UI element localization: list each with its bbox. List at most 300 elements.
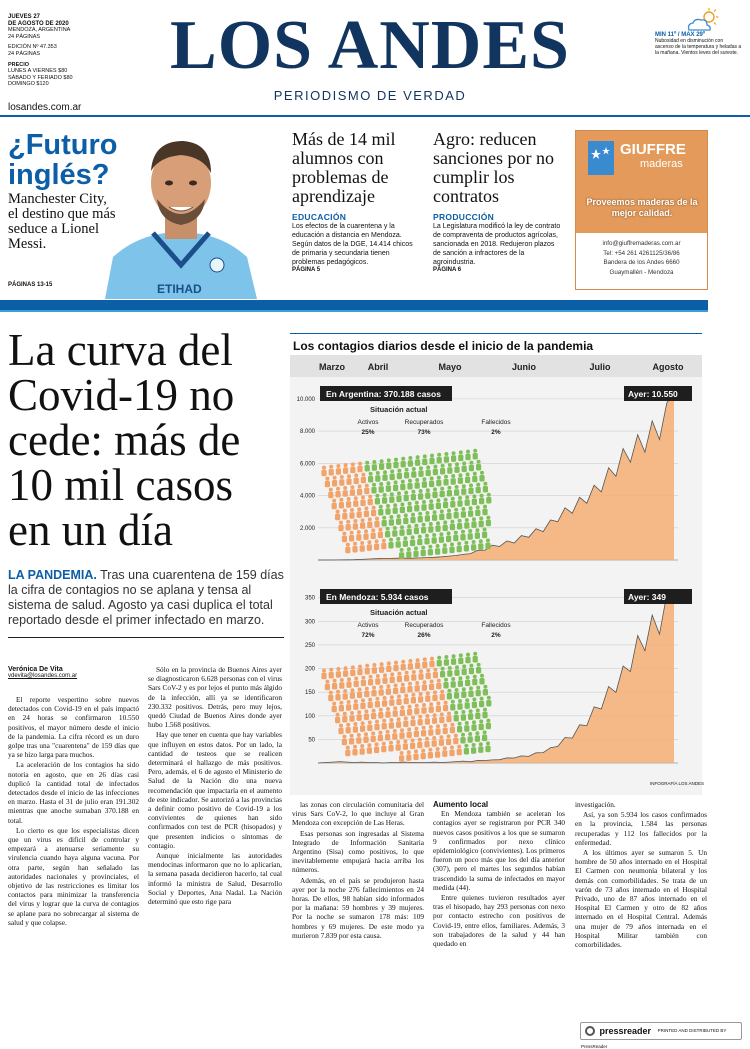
- person-body: [454, 669, 459, 676]
- person-head: [350, 531, 354, 535]
- person-body: [443, 525, 448, 532]
- person-body: [440, 491, 445, 498]
- person-head: [472, 517, 476, 521]
- person-head: [444, 452, 448, 456]
- person-head: [344, 463, 348, 467]
- person-head: [464, 541, 468, 545]
- section-rule: [0, 300, 708, 310]
- person-head: [365, 461, 369, 465]
- price-label: PRECIO: [8, 61, 30, 68]
- person-head: [389, 741, 393, 745]
- section-rule-light: [0, 310, 708, 312]
- person-head: [379, 708, 383, 712]
- education-page: PÁGINA 5: [292, 267, 321, 273]
- person-head: [394, 661, 398, 665]
- person-body: [478, 543, 483, 550]
- person-head: [414, 546, 418, 550]
- person-head: [422, 703, 426, 707]
- paragraph: A los últimos ayer se sumaron 5. Un hombre de 50 años internado en el Hospital El Carmen con neumonía bilateral y los demás con comorbilidades. Se trata de un varón de 73 años internado en el Hospital Privado, uno de 87 años internado en el Hospital El Carmen y otro de 82 años internado en el Hospital Central. Además una mujer de 79 años internada en el Hospital Militar también con comorbilidades.: [575, 848, 707, 950]
- person-body: [458, 680, 463, 687]
- main-headline[interactable]: La curva del Covid-19 no cede: más de 10 mil casos en un día: [8, 325, 241, 555]
- person-head: [375, 742, 379, 746]
- person-body: [461, 714, 466, 721]
- person-body: [421, 550, 426, 557]
- person-head: [394, 458, 398, 462]
- person-head: [472, 697, 476, 701]
- y-tick-label: 100: [304, 713, 315, 720]
- person-head: [383, 696, 387, 700]
- person-head: [473, 449, 477, 453]
- person-body: [354, 681, 359, 688]
- person-head: [475, 528, 479, 532]
- person-head: [401, 457, 405, 461]
- person-body: [339, 682, 344, 689]
- category-percent: 26%: [417, 632, 431, 639]
- person-head: [367, 743, 371, 747]
- person-body: [392, 733, 397, 740]
- person-head: [451, 497, 455, 501]
- education-headline[interactable]: Más de 14 mil alumnos con problemas de aprendizaje: [292, 129, 396, 206]
- person-head: [466, 675, 470, 679]
- person-body: [390, 677, 395, 684]
- person-body: [410, 517, 415, 524]
- person-body: [392, 530, 397, 537]
- person-head: [476, 686, 480, 690]
- agro-headline[interactable]: Agro: reducen sanciones por no cumplir los contratos: [433, 129, 554, 206]
- person-body: [461, 488, 466, 495]
- person-body: [375, 678, 380, 685]
- person-body: [407, 483, 412, 490]
- author-email[interactable]: vdevita@losandes.com.ar: [8, 673, 78, 679]
- person-body: [345, 750, 350, 757]
- person-body: [368, 702, 373, 709]
- person-head: [433, 487, 437, 491]
- pressreader-small: PRINTED AND DISTRIBUTED BY PressReader: [581, 1028, 727, 1049]
- person-head: [382, 516, 386, 520]
- person-body: [396, 496, 401, 503]
- person-body: [439, 739, 444, 746]
- person-body: [432, 514, 437, 521]
- agro-kicker: PRODUCCIÓN: [433, 212, 495, 222]
- person-body: [454, 466, 459, 473]
- person-body: [365, 668, 370, 675]
- person-head: [351, 462, 355, 466]
- person-body: [468, 510, 473, 517]
- person-body: [396, 721, 401, 728]
- person-head: [430, 476, 434, 480]
- person-head: [450, 542, 454, 546]
- person-body: [335, 717, 340, 724]
- person-body: [410, 743, 415, 750]
- price-1: LUNES A VIERNES $80: [8, 68, 68, 75]
- person-head: [400, 502, 404, 506]
- person-head: [414, 749, 418, 753]
- person-head: [405, 671, 409, 675]
- person-body: [342, 536, 347, 543]
- person-body: [450, 501, 455, 508]
- chart-rule: [290, 333, 702, 334]
- person-body: [403, 518, 408, 525]
- person-body: [442, 547, 447, 554]
- person-head: [394, 480, 398, 484]
- person-head: [486, 719, 490, 723]
- person-body: [439, 536, 444, 543]
- person-head: [365, 484, 369, 488]
- person-head: [364, 506, 368, 510]
- person-body: [378, 509, 383, 516]
- person-head: [486, 538, 490, 542]
- person-head: [457, 745, 461, 749]
- person-body: [436, 503, 441, 510]
- person-head: [400, 751, 404, 755]
- person-body: [361, 477, 366, 484]
- person-head: [443, 520, 447, 524]
- education-body: Los efectos de la cuarentena y la educación a distancia en Mendoza. Según datos de la DGE, 14.414 chicos de primaria y secundaria tienen problemas pedagógicos.: [292, 223, 413, 266]
- person-body: [451, 658, 456, 665]
- person-body: [396, 744, 401, 751]
- person-head: [466, 472, 470, 476]
- person-body: [364, 511, 369, 517]
- y-tick-label: 10.000: [296, 396, 315, 403]
- person-head: [436, 498, 440, 502]
- person-head: [425, 714, 429, 718]
- person-body: [385, 531, 390, 538]
- person-body: [353, 726, 358, 733]
- person-body: [360, 725, 365, 732]
- person-body: [410, 540, 415, 547]
- person-head: [353, 542, 357, 546]
- person-body: [429, 458, 434, 465]
- website-link[interactable]: losandes.com.ar: [8, 102, 82, 113]
- category-label: Fallecidos: [481, 622, 511, 629]
- person-body: [450, 704, 455, 711]
- person-body: [476, 487, 481, 494]
- person-body: [399, 755, 404, 762]
- person-body: [429, 481, 434, 488]
- person-head: [361, 676, 365, 680]
- person-head: [428, 545, 432, 549]
- person-head: [479, 719, 483, 723]
- date-line: JUEVES 27: [8, 14, 41, 20]
- person-head: [486, 516, 490, 520]
- person-head: [418, 512, 422, 516]
- person-head: [400, 548, 404, 552]
- person-head: [480, 674, 484, 678]
- person-body: [342, 739, 347, 746]
- person-body: [421, 753, 426, 760]
- person-body: [479, 498, 484, 505]
- person-body: [485, 746, 490, 753]
- person-body: [400, 687, 405, 694]
- person-body: [382, 497, 387, 504]
- person-head: [386, 481, 390, 485]
- person-body: [411, 674, 416, 681]
- person-body: [342, 513, 347, 520]
- person-body: [428, 526, 433, 533]
- ad-city: Guaymallén - Mendoza: [609, 268, 674, 276]
- person-body: [453, 535, 458, 542]
- person-head: [422, 500, 426, 504]
- person-head: [393, 706, 397, 710]
- person-body: [374, 747, 379, 754]
- person-body: [388, 745, 393, 752]
- person-head: [461, 507, 465, 511]
- person-body: [450, 524, 455, 531]
- person-body: [462, 466, 467, 473]
- person-body: [325, 684, 330, 691]
- person-head: [483, 505, 487, 509]
- person-head: [468, 732, 472, 736]
- person-head: [393, 729, 397, 733]
- person-head: [414, 524, 418, 528]
- person-head: [462, 664, 466, 668]
- person-head: [437, 656, 441, 660]
- person-head: [440, 712, 444, 716]
- person-head: [472, 494, 476, 498]
- person-body: [396, 518, 401, 525]
- person-body: [357, 489, 362, 496]
- person-head: [347, 677, 351, 681]
- person-head: [472, 743, 476, 747]
- person-head: [426, 691, 430, 695]
- partly-cloudy-icon: [683, 8, 723, 32]
- city: MENDOZA, ARGENTINA: [8, 27, 71, 34]
- person-body: [364, 488, 369, 495]
- person-head: [433, 510, 437, 514]
- person-head: [430, 679, 434, 683]
- person-body: [444, 659, 449, 666]
- person-body: [379, 486, 384, 493]
- person-head: [479, 516, 483, 520]
- person-head: [394, 683, 398, 687]
- category-label: Recuperados: [404, 622, 444, 629]
- pressreader-badge[interactable]: [580, 1022, 742, 1049]
- person-head: [393, 503, 397, 507]
- person-body: [342, 716, 347, 723]
- person-body: [486, 520, 491, 527]
- person-body: [354, 478, 359, 485]
- person-head: [411, 738, 415, 742]
- person-body: [415, 662, 420, 669]
- person-body: [476, 690, 481, 697]
- person-head: [329, 465, 333, 469]
- person-head: [437, 679, 441, 683]
- person-body: [422, 684, 427, 691]
- region-label: En Mendoza: 5.934 casos: [326, 592, 429, 602]
- person-body: [482, 532, 487, 539]
- person-head: [364, 529, 368, 533]
- giuffre-ad[interactable]: [575, 130, 708, 290]
- person-body: [338, 728, 343, 735]
- person-head: [336, 510, 340, 514]
- person-body: [388, 542, 393, 549]
- person-body: [473, 453, 478, 460]
- person-body: [478, 746, 483, 753]
- person-body: [356, 737, 361, 744]
- person-head: [339, 701, 343, 705]
- person-body: [389, 699, 394, 706]
- person-body: [479, 701, 484, 708]
- person-head: [383, 493, 387, 497]
- person-head: [479, 539, 483, 543]
- person-body: [374, 724, 379, 731]
- person-body: [343, 693, 348, 700]
- person-head: [408, 682, 412, 686]
- person-body: [436, 480, 441, 487]
- person-body: [381, 746, 386, 753]
- person-body: [332, 683, 337, 690]
- person-head: [387, 661, 391, 665]
- person-head: [444, 498, 448, 502]
- person-head: [418, 715, 422, 719]
- category-label: Fallecidos: [481, 419, 511, 426]
- person-head: [441, 667, 445, 671]
- person-body: [332, 480, 337, 487]
- person-body: [396, 541, 401, 548]
- messi-teaser-title[interactable]: ¿Futuro inglés?: [8, 129, 118, 191]
- person-body: [396, 699, 401, 706]
- person-head: [476, 505, 480, 509]
- person-head: [357, 507, 361, 511]
- person-head: [458, 676, 462, 680]
- person-body: [374, 521, 379, 528]
- person-body: [411, 471, 416, 478]
- person-head: [405, 468, 409, 472]
- person-head: [469, 483, 473, 487]
- person-body: [454, 715, 459, 722]
- person-head: [462, 687, 466, 691]
- person-head: [415, 478, 419, 482]
- masthead-logo[interactable]: LOS ANDES: [170, 7, 570, 84]
- person-head: [462, 484, 466, 488]
- person-head: [357, 733, 361, 737]
- person-body: [450, 727, 455, 734]
- person-body: [435, 728, 440, 735]
- category-percent: 2%: [491, 632, 501, 639]
- person-body: [415, 482, 420, 489]
- person-body: [468, 533, 473, 540]
- person-body: [482, 712, 487, 719]
- person-head: [425, 511, 429, 515]
- person-head: [372, 483, 376, 487]
- person-head: [350, 485, 354, 489]
- person-body: [360, 545, 365, 552]
- person-head: [404, 716, 408, 720]
- person-body: [332, 706, 337, 713]
- person-head: [423, 657, 427, 661]
- person-body: [473, 656, 478, 663]
- person-head: [461, 530, 465, 534]
- ad-email[interactable]: info@giuffremaderas.com.ar: [602, 240, 681, 247]
- person-body: [421, 527, 426, 534]
- person-head: [375, 720, 379, 724]
- person-head: [354, 699, 358, 703]
- person-head: [368, 495, 372, 499]
- person-head: [441, 464, 445, 468]
- person-body: [357, 692, 362, 699]
- person-head: [361, 698, 365, 702]
- person-head: [350, 734, 354, 738]
- person-body: [471, 521, 476, 528]
- person-head: [455, 462, 459, 466]
- person-body: [357, 714, 362, 721]
- person-body: [379, 689, 384, 696]
- person-body: [329, 469, 334, 476]
- person-body: [461, 511, 466, 518]
- person-body: [386, 463, 391, 470]
- person-head: [469, 506, 473, 510]
- person-head: [336, 667, 340, 671]
- person-head: [433, 713, 437, 717]
- person-body: [393, 485, 398, 492]
- person-head: [322, 466, 326, 470]
- body-column-3: [292, 800, 424, 941]
- paragraph: Entre quienes tuvieron resultados ayer tras el hisopado, hay 293 personas con nexo por contacto estrecho con positivos de Covid-19, entre ellos, familiares. Además, 3 son trabajadores de la salud y 44 han quedado en: [433, 893, 565, 949]
- person-body: [407, 686, 412, 693]
- person-head: [476, 708, 480, 712]
- person-body: [457, 749, 462, 756]
- person-body: [465, 680, 470, 687]
- person-head: [407, 524, 411, 528]
- person-body: [336, 468, 341, 475]
- person-body: [447, 670, 452, 677]
- person-body: [343, 670, 348, 677]
- person-head: [412, 670, 416, 674]
- person-head: [450, 745, 454, 749]
- person-body: [472, 702, 477, 709]
- education-teaser[interactable]: [292, 130, 420, 273]
- peak-label: Ayer: 349: [628, 592, 666, 602]
- person-body: [425, 492, 430, 499]
- person-body: [335, 694, 340, 701]
- person-body: [453, 738, 458, 745]
- person-head: [407, 727, 411, 731]
- person-body: [476, 667, 481, 674]
- ad-brand-sub: maderas: [640, 158, 683, 170]
- person-body: [335, 514, 340, 521]
- ad-address: Bandera de los Andes 6660: [603, 259, 680, 266]
- paragraph: Sólo en la provincia de Buenos Aires ayer se diagnosticaron 6.628 personas con el virus Sars CoV-2 y es por lejos el punto más álgido de la infección, allí ya se identificaron 230.332 positivos. Detrás, pero muy lejos, quedó Ciudad de Buenos Aires donde ayer hubo 1.568 positivos.: [148, 665, 282, 730]
- person-body: [379, 666, 384, 673]
- agro-teaser[interactable]: [433, 130, 563, 273]
- person-head: [436, 521, 440, 525]
- person-head: [429, 522, 433, 526]
- person-head: [458, 699, 462, 703]
- person-head: [461, 710, 465, 714]
- paragraph: Esas personas son ingresadas al Sistema Integrado de Información Sanitaria Argentino (Sisa) como positivos, lo que inevitablemente empujará hacia arriba los números.: [292, 828, 424, 875]
- person-body: [332, 503, 337, 510]
- person-head: [457, 542, 461, 546]
- person-body: [372, 667, 377, 674]
- person-body: [439, 717, 444, 724]
- person-head: [397, 694, 401, 698]
- person-body: [461, 691, 466, 698]
- person-head: [404, 491, 408, 495]
- person-head: [458, 496, 462, 500]
- person-head: [400, 525, 404, 529]
- person-head: [452, 654, 456, 658]
- messi-photo[interactable]: [95, 125, 265, 299]
- person-body: [479, 678, 484, 685]
- person-head: [412, 467, 416, 471]
- person-head: [361, 518, 365, 522]
- person-head: [450, 723, 454, 727]
- person-body: [437, 660, 442, 667]
- y-tick-label: 250: [304, 642, 315, 649]
- person-head: [364, 732, 368, 736]
- person-body: [414, 731, 419, 738]
- price-3: DOMINGO $120: [8, 81, 49, 88]
